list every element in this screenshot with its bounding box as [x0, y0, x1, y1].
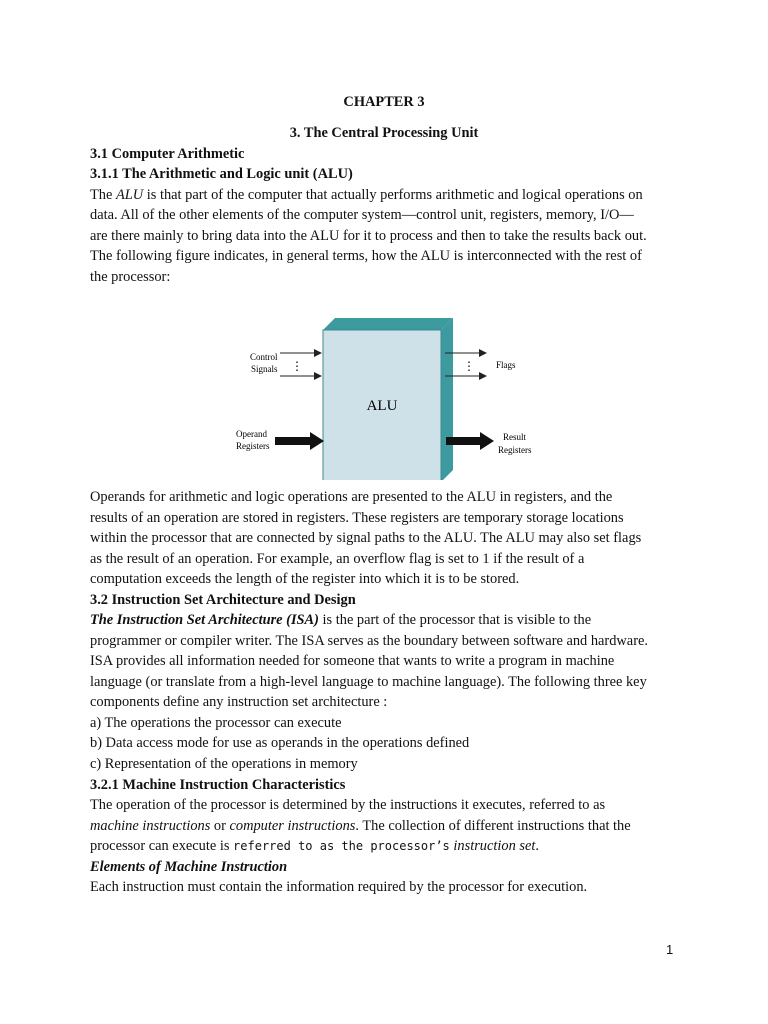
para-isa-line-3: ISA provides all information needed for someone that wants to write a program in machine: [90, 653, 615, 669]
heading-3-2: 3.2 Instruction Set Architecture and Design: [90, 592, 356, 608]
page-number: 1: [666, 942, 674, 957]
para-registers-line-1: Operands for arithmetic and logic operations are presented to the ALU in registers, and the: [90, 489, 613, 505]
para-alu-line-2: data. All of the other elements of the computer system—control unit, registers, memory, I/O—: [90, 207, 634, 223]
result-registers-label-1: Result: [503, 432, 527, 442]
list-item: b) Data access mode for use as operands in the operations defined: [90, 735, 470, 751]
operand-arrow: [275, 432, 324, 450]
result-arrow: [446, 432, 494, 450]
list-item: c) Representation of the operations in memory: [90, 756, 358, 772]
control-signals-label-1: Control: [250, 352, 278, 362]
alu-side-face: [441, 318, 453, 480]
operand-registers-label-1: Operand: [236, 429, 267, 439]
para-registers-line-3: within the processor that are connected by signal paths to the ALU. The ALU may also set flags: [90, 530, 642, 546]
para-alu-line-4: The following figure indicates, in general terms, how the ALU is interconnected with the rest of: [90, 248, 642, 264]
heading-elements: Elements of Machine Instruction: [90, 859, 288, 875]
para-isa-line-5: components define any instruction set architecture :: [90, 694, 388, 710]
para-isa-line-1: The Instruction Set Architecture (ISA) is the part of the processor that is visible to the: [90, 612, 592, 628]
flag-dots: ⋮: [463, 359, 475, 373]
heading-3-1-1: 3.1.1 The Arithmetic and Logic unit (ALU): [90, 166, 353, 182]
isa-term: The Instruction Set Architecture (ISA): [90, 612, 319, 628]
para-alu-line-5: the processor:: [90, 269, 171, 285]
operand-registers-label-2: Registers: [236, 441, 270, 451]
para-alu-line-3: are there mainly to bring data into the ALU for it to process and then to take the results back out.: [90, 228, 647, 244]
alu-term: ALU: [115, 187, 144, 203]
control-dots: ⋮: [291, 359, 303, 373]
control-signals-label-2: Signals: [251, 364, 278, 374]
para-alu-line-1: The ALU is that part of the computer that actually performs arithmetic and logical operations on: [90, 187, 643, 203]
result-registers-label-2: Registers: [498, 445, 532, 455]
para-registers-line-5: computation exceeds the length of the register into which it is to be stored.: [90, 571, 520, 587]
para-registers-line-2: results of an operation are stored in registers. These registers are temporary storage locations: [90, 510, 624, 526]
alu-label: ALU: [366, 398, 398, 414]
para-instructions-line-1: The operation of the processor is determined by the instructions it executes, referred to as: [90, 797, 606, 813]
instruction-set-term: instruction set: [453, 838, 536, 854]
section-title: 3. The Central Processing Unit: [289, 125, 479, 141]
heading-3-1: 3.1 Computer Arithmetic: [90, 146, 245, 162]
para-instructions-line-3: processor can execute is referred to as the processor’s instruction set.: [90, 838, 539, 854]
para-registers-line-4: as the result of an operation. For example, an overflow flag is set to 1 if the result of a: [90, 551, 585, 567]
flags-label: Flags: [496, 360, 516, 370]
para-isa-line-2: programmer or compiler writer. The ISA serves as the boundary between software and hardware.: [90, 633, 648, 649]
para-isa-line-4: language (or translate from a high-level language to machine language). The following three key: [90, 674, 647, 690]
heading-3-2-1: 3.2.1 Machine Instruction Characteristics: [90, 777, 346, 793]
para-instructions-line-2: machine instructions or computer instructions. The collection of different instructions that the: [90, 818, 631, 834]
para-elements: Each instruction must contain the information required by the processor for execution.: [90, 879, 588, 895]
alu-diagram: [230, 310, 550, 480]
list-item: a) The operations the processor can execute: [90, 715, 342, 731]
alu-top-face: [323, 318, 453, 330]
chapter-heading: CHAPTER 3: [343, 94, 425, 110]
